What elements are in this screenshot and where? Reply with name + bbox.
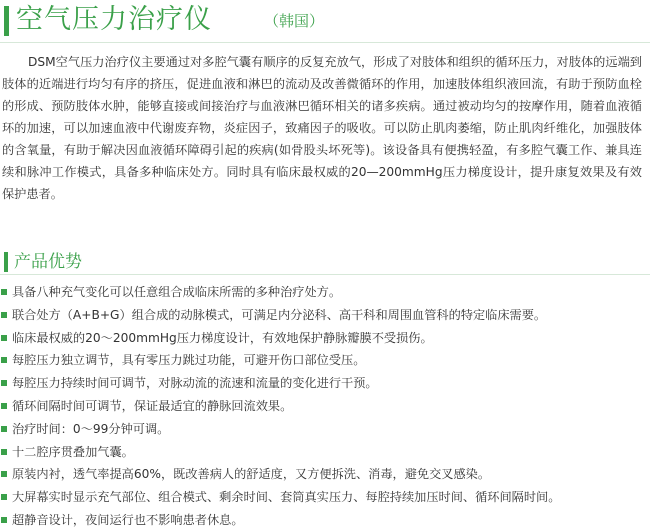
square-bullet-icon — [1, 517, 7, 523]
feature-item — [0, 349, 646, 372]
square-bullet-icon — [1, 403, 7, 409]
square-bullet-icon — [1, 380, 7, 386]
feature-item — [0, 486, 646, 509]
feature-item — [0, 372, 646, 395]
square-bullet-icon — [1, 471, 7, 477]
features-divider — [0, 274, 650, 275]
feature-text: 循环间隔时间可调节，保证最适宜的静脉回流效果。 — [12, 398, 293, 413]
intro-paragraph: DSM空气压力治疗仪主要通过对多腔气囊有顺序的反复充放气，形成了对肢体和组织的循环压力，对肢体的远端到肢体的近端进行均匀有序的挤压，促进血液和淋巴的流动及改善微循环的作用，加速肢体组织液回流，有助于预防血栓的形成、预防肢体水肿，能够直接或间接治疗与血液淋巴循环相关的诸多疾病。通过被动均匀的按摩作用，随着血液循环的加速，可以加速血液中代谢废弃物，炎症因子，致痛因子的吸收。可以防止肌肉萎缩，防止肌肉纤维化，加强肢体的含氧量，有助于解决因血液循环障碍引起的疾病(如骨股头坏死等)。该设备具有便携轻盈，有多腔气囊工作、兼具连续和脉冲工作模式，具备多种临床处方。同时具有临床最权威的20—200mmHg压力梯度设计，提升康复效果及有效保护患者。 — [2, 55, 642, 201]
feature-item — [0, 304, 646, 327]
page-header — [0, 0, 650, 44]
feature-text: 治疗时间：0～99分钟可调。 — [12, 421, 170, 436]
square-bullet-icon — [1, 494, 7, 500]
feature-text: 临床最权威的20～200mmHg压力梯度设计，有效地保护静脉瓣膜不受损伤。 — [12, 330, 433, 345]
square-bullet-icon — [1, 449, 7, 455]
feature-item — [0, 327, 646, 350]
feature-item — [0, 418, 646, 441]
title-accent-bar — [4, 6, 9, 36]
feature-text: 联合处方（A+B+G）组合成的动脉模式，可满足内分泌科、高干科和周围血管科的特定临床需要。 — [12, 307, 547, 322]
page-subtitle: （韩国） — [264, 12, 325, 30]
feature-text: 原装内衬，透气率提高60%，既改善病人的舒适度，又方便拆洗、消毒，避免交叉感染。 — [12, 467, 491, 482]
features-list — [0, 281, 646, 532]
page-title: 空气压力治疗仪 — [16, 4, 212, 35]
square-bullet-icon — [1, 335, 7, 341]
feature-text: 每腔压力独立调节，具有零压力跳过功能，可避开伤口部位受压。 — [12, 353, 366, 368]
feature-text: 超静音设计，夜间运行也不影响患者休息。 — [12, 512, 244, 527]
square-bullet-icon — [1, 312, 7, 318]
feature-item — [0, 441, 646, 464]
section-accent-bar — [4, 252, 8, 272]
square-bullet-icon — [1, 426, 7, 432]
feature-text: 大屏幕实时显示充气部位、组合模式、剩余时间、套筒真实压力、每腔持续加压时间、循环间隔时间。 — [12, 490, 561, 505]
square-bullet-icon — [1, 357, 7, 363]
feature-item — [0, 509, 646, 532]
feature-item — [0, 463, 646, 486]
feature-text: 具备八种充气变化可以任意组合成临床所需的多种治疗处方。 — [12, 285, 342, 299]
intro-section — [2, 51, 642, 205]
title-divider — [0, 42, 650, 43]
features-title: 产品优势 — [14, 252, 82, 272]
square-bullet-icon — [1, 289, 7, 295]
feature-text: 十二腔序贯叠加气囊。 — [12, 444, 134, 459]
feature-text: 每腔压力持续时间可调节，对脉动流的流速和流量的变化进行干预。 — [12, 376, 378, 391]
feature-item — [0, 395, 646, 418]
feature-item — [0, 281, 646, 304]
